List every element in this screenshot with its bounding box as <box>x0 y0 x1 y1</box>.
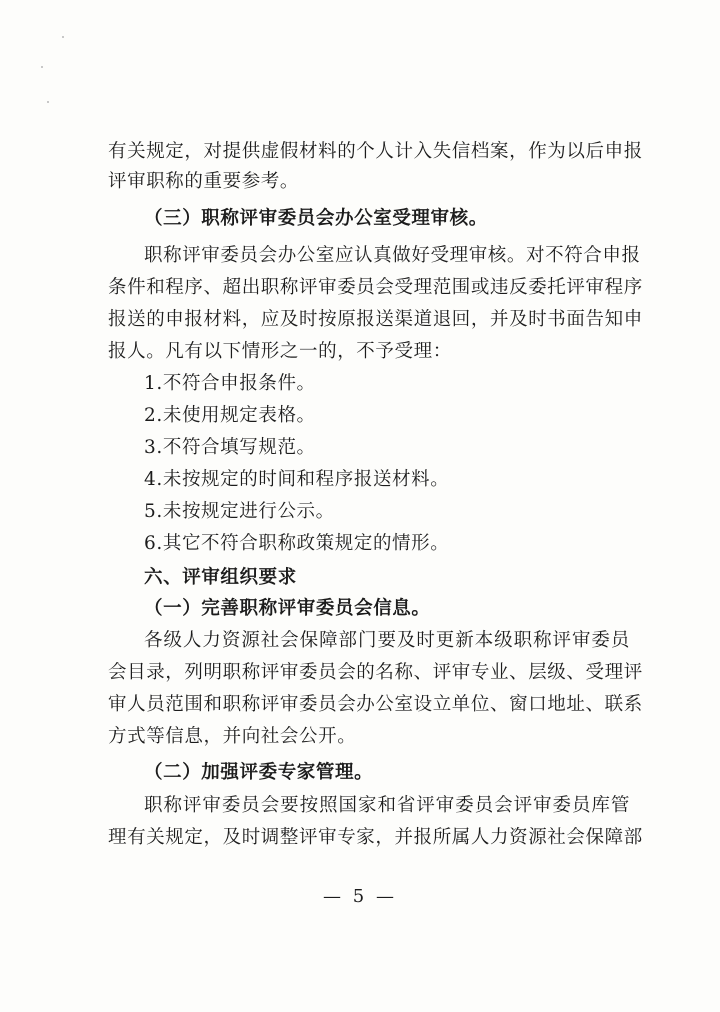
scan-speck <box>62 36 64 38</box>
body-line: 报人。凡有以下情形之一的，不予受理： <box>108 341 452 362</box>
list-item: 6.其它不符合职称政策规定的情形。 <box>144 533 450 554</box>
list-item: 4.未按规定的时间和程序报送材料。 <box>144 469 450 490</box>
body-line: 方式等信息，并向社会公开。 <box>108 726 357 747</box>
list-item: 3.不符合填写规范。 <box>144 437 316 458</box>
body-line: 各级人力资源社会保障部门要及时更新本级职称评审委员 <box>144 630 630 651</box>
list-item: 5.未按规定进行公示。 <box>144 501 335 522</box>
subsection-heading: （二）加强评委专家管理。 <box>144 762 374 783</box>
body-line: 职称评审委员会要按照国家和省评审委员会评审委员库管 <box>144 795 630 816</box>
body-line: 理有关规定，及时调整评审专家，并报所属人力资源社会保障部 <box>108 827 643 848</box>
body-line: 有关规定，对提供虚假材料的个人计入失信档案，作为以后申报 <box>108 141 643 162</box>
scan-speck <box>47 101 49 103</box>
section-heading: 六、评审组织要求 <box>144 567 297 588</box>
body-line: 条件和程序、超出职称评审委员会受理范围或违反委托评审程序 <box>108 277 643 298</box>
body-line: 会目录，列明职称评审委员会的名称、评审专业、层级、受理评 <box>108 662 643 683</box>
scan-speck <box>41 66 43 68</box>
body-line: 报送的申报材料，应及时按原报送渠道退回，并及时书面告知申 <box>108 309 643 330</box>
page-number: — 5 — <box>323 886 397 907</box>
body-line: 职称评审委员会办公室应认真做好受理审核。对不符合申报 <box>144 245 641 266</box>
body-line: 评审职称的重要参考。 <box>108 171 300 192</box>
list-item: 2.未使用规定表格。 <box>144 405 316 426</box>
list-item: 1.不符合申报条件。 <box>144 373 316 394</box>
body-line: 审人员范围和职称评审委员会办公室设立单位、窗口地址、联系 <box>108 694 643 715</box>
section-heading: （三）职称评审委员会办公室受理审核。 <box>144 208 488 229</box>
subsection-heading: （一）完善职称评审委员会信息。 <box>144 598 431 619</box>
